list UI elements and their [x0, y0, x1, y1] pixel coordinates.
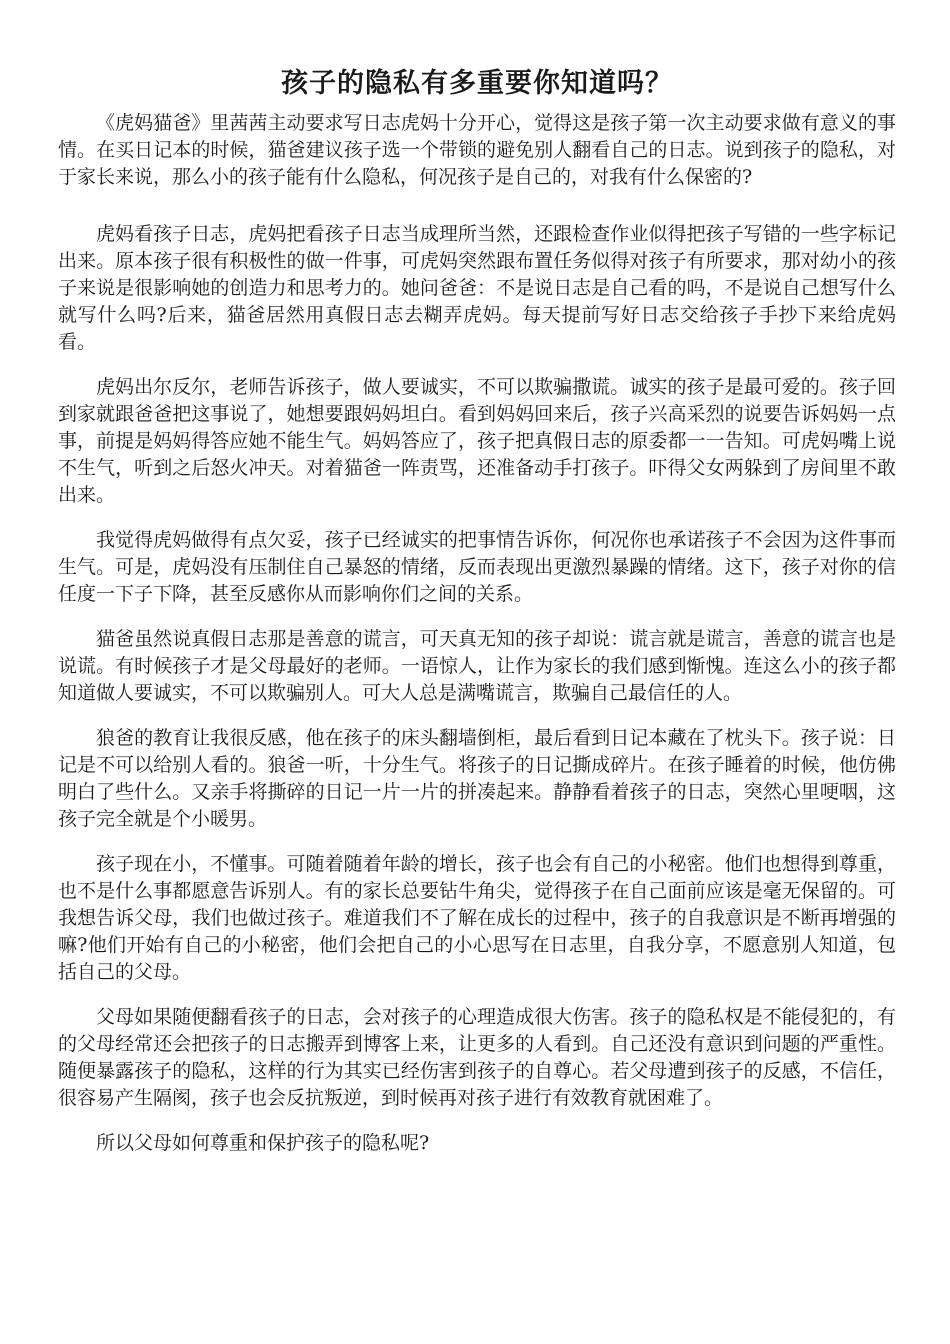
paragraph-8: 父母如果随便翻看孩子的日志，会对孩子的心理造成很大伤害。孩子的隐私权是不能侵犯的，有的父母经常还会把孩子的日志搬弄到博客上来，让更多的人看到。自己还没有意识到问题的严重性。随便暴露孩子的隐私，这样的行为其实已经伤害到孩子的自尊心。若父母遭到孩子的反感，不信任，很容易产生隔阂，孩子也会反抗叛逆，到时候再对孩子进行有效教育就困难了。 — [58, 1006, 896, 1109]
paragraph-4: 我觉得虎妈做得有点欠妥，孩子已经诚实的把事情告诉你，何况你也承诺孩子不会因为这件事而生气。可是，虎妈没有压制住自己暴怒的情绪，反而表现出更激烈暴躁的情绪。这下，孩子对你的信任度一下子下降，甚至反感你从而影响你们之间的关系。 — [58, 529, 896, 605]
paragraph-3: 虎妈出尔反尔，老师告诉孩子，做人要诚实，不可以欺骗撒谎。诚实的孩子是最可爱的。孩子回到家就跟爸爸把这事说了，她想要跟妈妈坦白。看到妈妈回来后，孩子兴高采烈的说要告诉妈妈一点事，前提是妈妈得答应她不能生气。妈妈答应了，孩子把真假日志的原委都一一告知。可虎妈嘴上说不生气，听到之后怒火冲天。对着猫爸一阵责骂，还准备动手打孩子。吓得父女两躲到了房间里不敢出来。 — [58, 376, 896, 506]
document-page — [58, 62, 896, 1175]
paragraph-2: 虎妈看孩子日志，虎妈把看孩子日志当成理所当然，还跟检查作业似得把孩子写错的一些字标记出来。原本孩子很有积极性的做一件事，可虎妈突然跟布置任务似得对孩子有所要求，那对幼小的孩子来说是很影响她的创造力和思考力的。她问爸爸：不是说日志是自己看的吗，不是说自己想写什么就写什么吗?后来，猫爸居然用真假日志去糊弄虎妈。每天提前写好日志交给孩子手抄下来给虎妈看。 — [58, 223, 896, 353]
document-title: 孩子的隐私有多重要你知道吗？ — [281, 68, 673, 99]
paragraph-7: 孩子现在小，不懂事。可随着随着年龄的增长，孩子也会有自己的小秘密。他们也想得到尊重，也不是什么事都愿意告诉别人。有的家长总要钻牛角尖，觉得孩子在自己面前应该是毫无保留的。可我想告诉父母，我们也做过孩子。难道我们不了解在成长的过程中，孩子的自我意识是不断再增强的嘛?他们开始有自己的小秘密，他们会把自己的小心思写在日志里，自我分享，不愿意别人知道，包括自己的父母。 — [58, 853, 896, 983]
paragraph-6: 狼爸的教育让我很反感，他在孩子的床头翻墙倒柜，最后看到日记本藏在了枕头下。孩子说：日记是不可以给别人看的。狼爸一听，十分生气。将孩子的日记撕成碎片。在孩子睡着的时候，他仿佛明白了些什么。又亲手将撕碎的日记一片一片的拼凑起来。静静看着孩子的日志，突然心里哽咽，这孩子完全就是个小暖男。 — [58, 727, 896, 830]
paragraph-5: 猫爸虽然说真假日志那是善意的谎言，可天真无知的孩子却说：谎言就是谎言，善意的谎言也是说谎。有时候孩子才是父母最好的老师。一语惊人，让作为家长的我们感到惭愧。连这么小的孩子都知道做人要诚实，不可以欺骗别人。可大人总是满嘴谎言，欺骗自己最信任的人。 — [58, 628, 896, 704]
paragraph-9: 所以父母如何尊重和保护孩子的隐私呢? — [96, 1132, 430, 1154]
paragraph-1: 《虎妈猫爸》里茜茜主动要求写日志虎妈十分开心，觉得这是孩子第一次主动要求做有意义的事情。在买日记本的时候，猫爸建议孩子选一个带锁的避免别人翻看自己的日志。说到孩子的隐私，对于家长来说，那么小的孩子能有什么隐私，何况孩子是自己的，对我有什么保密的? — [58, 112, 896, 188]
